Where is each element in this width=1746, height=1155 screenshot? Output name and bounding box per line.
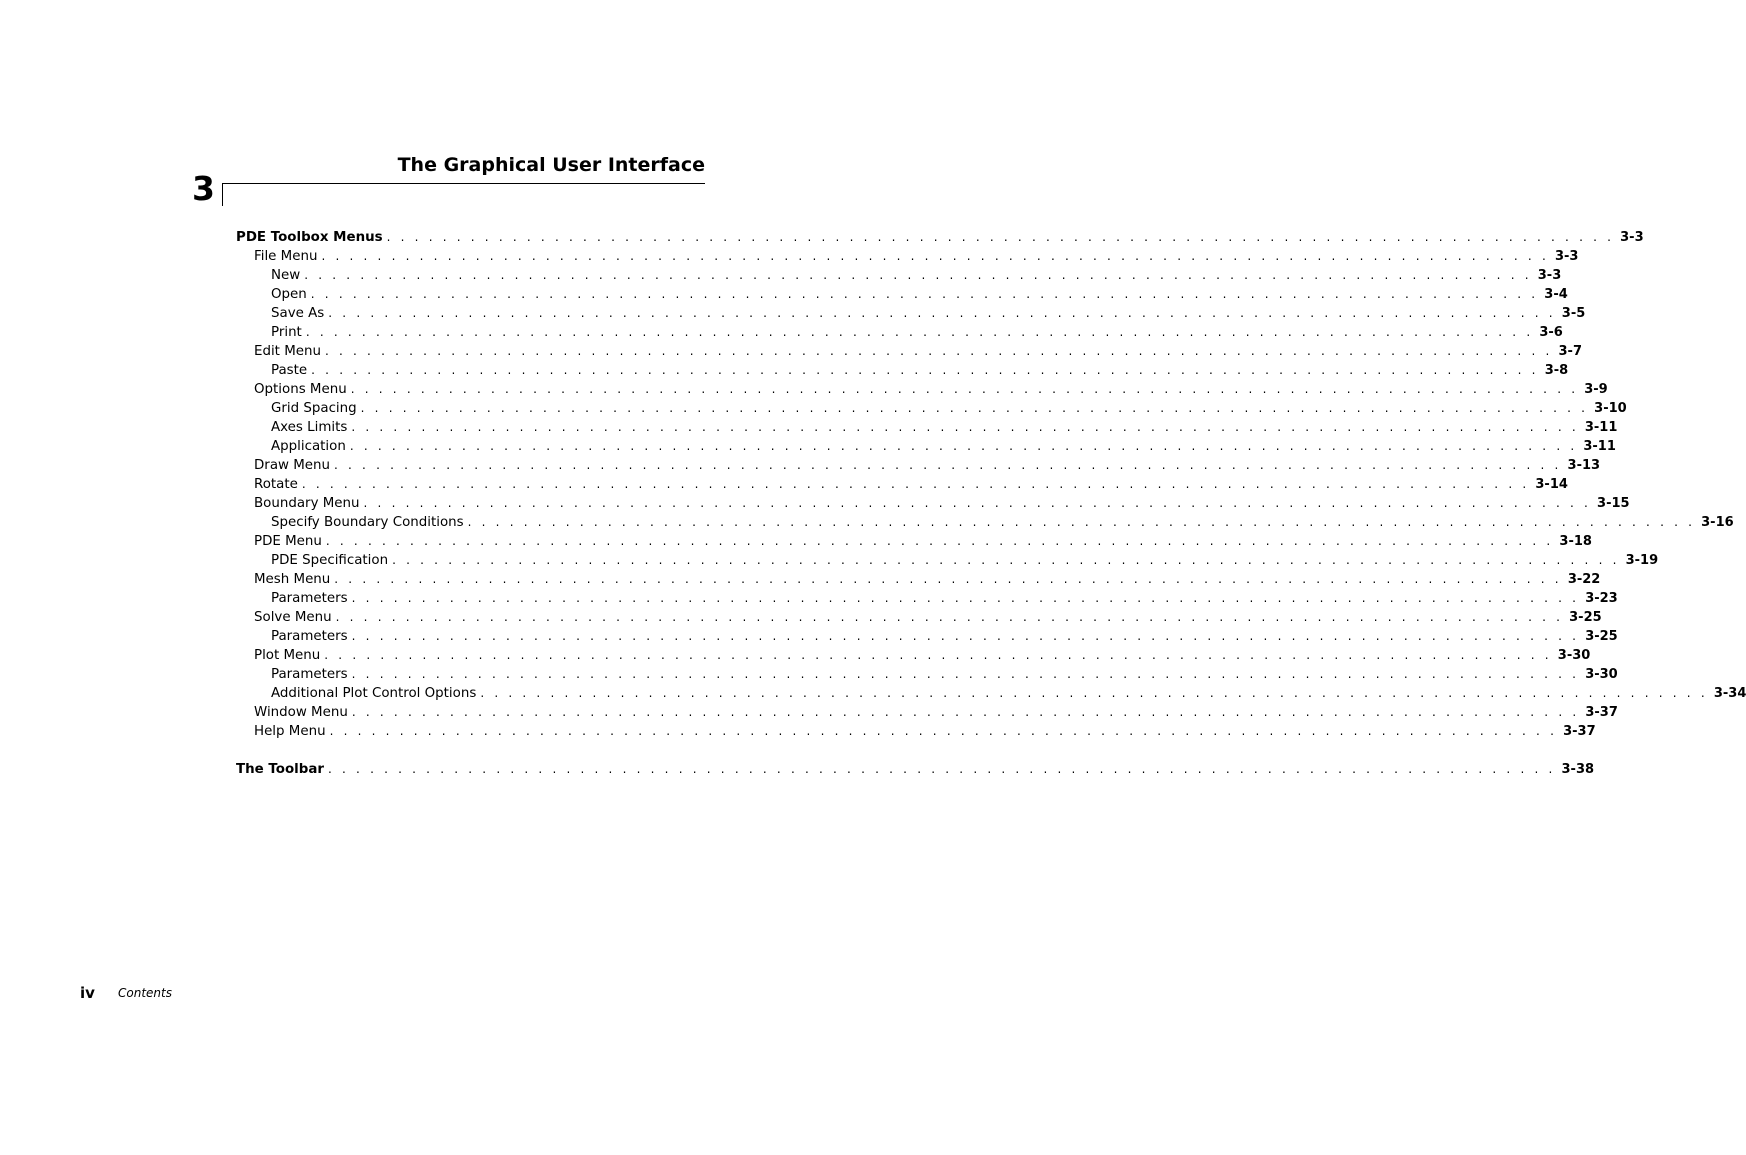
toc-entry-page-number: 3-25 [1569, 610, 1602, 625]
toc-entry-label: Options Menu [254, 380, 351, 399]
toc-entry[interactable] [236, 342, 1582, 361]
toc-entry-page-number: 3-23 [1585, 591, 1618, 606]
toc-entry-page-number: 3-38 [1561, 762, 1595, 777]
footer-page-number: iv [80, 984, 95, 1002]
toc-entry[interactable] [236, 570, 1601, 589]
toc-entry[interactable] [236, 513, 1734, 532]
toc-entry[interactable] [236, 437, 1616, 456]
toc-entry-label: PDE Toolbox Menus [236, 228, 387, 247]
toc-entry-page-number: 3-8 [1544, 363, 1569, 378]
toc-dot-leader: . . . . . . . . . . . . . . . . . . . . . . . . . . . . . . . . . . . . . . . . . . . . . . . . . . . . . . . . . . . . . . . . . . . . . . . . . . . . . . . . . . . . . . . . [310, 287, 1539, 301]
toc-entry-page-number: 3-13 [1567, 458, 1601, 473]
toc-entry[interactable] [236, 418, 1618, 437]
chapter-rule-vertical [222, 183, 223, 206]
toc-entry-label: Specify Boundary Conditions [271, 513, 468, 532]
toc-entry[interactable] [236, 665, 1618, 684]
chapter-number: 3 [192, 169, 215, 208]
toc-dot-leader: . . . . . . . . . . . . . . . . . . . . . . . . . . . . . . . . . . . . . . . . . . . . . . . . . . . . . . . . . . . . . . . . . . . . . . . . . . . . . . . . . . . . . . . . [335, 610, 1564, 624]
toc-entry-label: Additional Plot Control Options [271, 684, 480, 703]
toc-dot-leader: . . . . . . . . . . . . . . . . . . . . . . . . . . . . . . . . . . . . . . . . . . . . . . . . . . . . . . . . . . . . . . . . . . . . . . . . . . . . . . . . . . . . . . . . [480, 686, 1708, 700]
toc-entry-label: Paste [271, 361, 311, 380]
toc-dot-leader: . . . . . . . . . . . . . . . . . . . . . . . . . . . . . . . . . . . . . . . . . . . . . . . . . . . . . . . . . . . . . . . . . . . . . . . . . . . . . . . . . . . . . . . . [305, 325, 1534, 339]
toc-entry-label: New [271, 266, 304, 285]
toc-entry-label: Parameters [271, 589, 352, 608]
toc-entry-label: Rotate [254, 475, 302, 494]
toc-entry[interactable] [236, 646, 1591, 665]
toc-entry-page-number: 3-3 [1537, 268, 1562, 283]
toc-dot-leader: . . . . . . . . . . . . . . . . . . . . . . . . . . . . . . . . . . . . . . . . . . . . . . . . . . . . . . . . . . . . . . . . . . . . . . . . . . . . . . . . . . . . . . . . [304, 268, 1532, 282]
toc-entry[interactable] [236, 589, 1618, 608]
toc-dot-leader: . . . . . . . . . . . . . . . . . . . . . . . . . . . . . . . . . . . . . . . . . . . . . . . . . . . . . . . . . . . . . . . . . . . . . . . . . . . . . . . . . . . . . . . . [327, 762, 1556, 776]
toc-entry-label: Plot Menu [254, 646, 324, 665]
toc-entry-page-number: 3-7 [1558, 344, 1582, 359]
toc-entry[interactable] [236, 722, 1596, 741]
footer-section-label: Contents [118, 986, 172, 1000]
toc-dot-leader: . . . . . . . . . . . . . . . . . . . . . . . . . . . . . . . . . . . . . . . . . . . . . . . . . . . . . . . . . . . . . . . . . . . . . . . . . . . . . . . . . . . . . . . . [334, 458, 1562, 472]
toc-entry-label: Boundary Menu [254, 494, 364, 513]
toc-dot-leader: . . . . . . . . . . . . . . . . . . . . . . . . . . . . . . . . . . . . . . . . . . . . . . . . . . . . . . . . . . . . . . . . . . . . . . . . . . . . . . . . . . . . . . . . [351, 667, 1580, 681]
toc-entry-label: Save As [271, 304, 328, 323]
toc-dot-leader: . . . . . . . . . . . . . . . . . . . . . . . . . . . . . . . . . . . . . . . . . . . . . . . . . . . . . . . . . . . . . . . . . . . . . . . . . . . . . . . . . . . . . . . . [325, 534, 1554, 548]
toc-dot-leader: . . . . . . . . . . . . . . . . . . . . . . . . . . . . . . . . . . . . . . . . . . . . . . . . . . . . . . . . . . . . . . . . . . . . . . . . . . . . . . . . . . . . . . . . [311, 363, 1539, 377]
toc-dot-leader: . . . . . . . . . . . . . . . . . . . . . . . . . . . . . . . . . . . . . . . . . . . . . . . . . . . . . . . . . . . . . . . . . . . . . . . . . . . . . . . . . . . . . . . . [329, 724, 1558, 738]
toc-entry-page-number: 3-30 [1585, 667, 1618, 682]
toc-entry-label: Help Menu [254, 722, 330, 741]
toc-entry-page-number: 3-18 [1559, 534, 1592, 549]
toc-dot-leader: . . . . . . . . . . . . . . . . . . . . . . . . . . . . . . . . . . . . . . . . . . . . . . . . . . . . . . . . . . . . . . . . . . . . . . . . . . . . . . . . . . . . . . . . [360, 401, 1589, 415]
toc-entry-page-number: 3-37 [1563, 724, 1596, 739]
toc-entry[interactable] [236, 551, 1659, 570]
toc-entry[interactable] [236, 760, 1595, 779]
toc-entry-label: PDE Specification [271, 551, 392, 570]
toc-entry[interactable] [236, 627, 1618, 646]
toc-entry-page-number: 3-25 [1585, 629, 1618, 644]
toc-dot-leader: . . . . . . . . . . . . . . . . . . . . . . . . . . . . . . . . . . . . . . . . . . . . . . . . . . . . . . . . . . . . . . . . . . . . . . . . . . . . . . . . . . . . . . . . [324, 344, 1553, 358]
toc-dot-leader: . . . . . . . . . . . . . . . . . . . . . . . . . . . . . . . . . . . . . . . . . . . . . . . . . . . . . . . . . . . . . . . . . . . . . . . . . . . . . . . . . . . . . . . . [324, 648, 1552, 662]
toc-entry-page-number: 3-22 [1567, 572, 1601, 587]
toc-entry[interactable] [236, 532, 1592, 551]
toc-entry[interactable] [236, 399, 1627, 418]
toc-entry-page-number: 3-11 [1584, 420, 1618, 435]
toc-entry-page-number: 3-10 [1594, 401, 1627, 416]
toc-dot-leader: . . . . . . . . . . . . . . . . . . . . . . . . . . . . . . . . . . . . . . . . . . . . . . . . . . . . . . . . . . . . . . . . . . . . . . . . . . . . . . . . . . . . . . . . [328, 306, 1556, 320]
toc-entry[interactable] [236, 380, 1608, 399]
toc-entry[interactable] [236, 475, 1568, 494]
toc-entry[interactable] [236, 456, 1601, 475]
toc-entry-label: Print [271, 323, 306, 342]
toc-entry-label: Parameters [271, 665, 352, 684]
toc-entry[interactable] [236, 228, 1644, 247]
toc-entry-label: Application [271, 437, 350, 456]
toc-entry-page-number: 3-3 [1554, 249, 1579, 264]
chapter-rule-horizontal [222, 183, 705, 184]
toc-entry-label: The Toolbar [236, 760, 328, 779]
toc-entry-page-number: 3-15 [1597, 496, 1630, 511]
toc-entry[interactable] [236, 247, 1579, 266]
toc-entry-label: Window Menu [254, 703, 352, 722]
toc-entry-label: Grid Spacing [271, 399, 361, 418]
toc-entry-label: File Menu [254, 247, 321, 266]
toc-entry-label: Axes Limits [271, 418, 351, 437]
table-of-contents [236, 228, 1746, 779]
toc-entry-page-number: 3-37 [1585, 705, 1618, 720]
toc-entry-page-number: 3-4 [1544, 287, 1568, 302]
toc-entry-page-number: 3-11 [1583, 439, 1616, 454]
toc-dot-leader: . . . . . . . . . . . . . . . . . . . . . . . . . . . . . . . . . . . . . . . . . . . . . . . . . . . . . . . . . . . . . . . . . . . . . . . . . . . . . . . . . . . . . . . . [334, 572, 1562, 586]
toc-entry-label: Open [271, 285, 311, 304]
toc-entry-page-number: 3-3 [1620, 230, 1644, 245]
toc-dot-leader: . . . . . . . . . . . . . . . . . . . . . . . . . . . . . . . . . . . . . . . . . . . . . . . . . . . . . . . . . . . . . . . . . . . . . . . . . . . . . . . . . . . . . . . . [351, 420, 1579, 434]
toc-entry-page-number: 3-14 [1535, 477, 1568, 492]
toc-entry-page-number: 3-9 [1584, 382, 1608, 397]
toc-dot-leader: . . . . . . . . . . . . . . . . . . . . . . . . . . . . . . . . . . . . . . . . . . . . . . . . . . . . . . . . . . . . . . . . . . . . . . . . . . . . . . . . . . . . . . . . [351, 591, 1580, 605]
toc-entry[interactable] [236, 285, 1568, 304]
toc-dot-leader: . . . . . . . . . . . . . . . . . . . . . . . . . . . . . . . . . . . . . . . . . . . . . . . . . . . . . . . . . . . . . . . . . . . . . . . . . . . . . . . . . . . . . . . . [392, 553, 1620, 567]
chapter-title: The Graphical User Interface [397, 154, 705, 176]
toc-entry[interactable] [236, 361, 1569, 380]
toc-entry[interactable] [236, 608, 1602, 627]
toc-entry-label: Mesh Menu [254, 570, 334, 589]
toc-entry-page-number: 3-16 [1701, 515, 1734, 530]
toc-dot-leader: . . . . . . . . . . . . . . . . . . . . . . . . . . . . . . . . . . . . . . . . . . . . . . . . . . . . . . . . . . . . . . . . . . . . . . . . . . . . . . . . . . . . . . . . [351, 629, 1580, 643]
toc-dot-leader: . . . . . . . . . . . . . . . . . . . . . . . . . . . . . . . . . . . . . . . . . . . . . . . . . . . . . . . . . . . . . . . . . . . . . . . . . . . . . . . . . . . . . . . . [386, 230, 1615, 244]
toc-entry-label: Draw Menu [254, 456, 334, 475]
toc-entry-label: Parameters [271, 627, 352, 646]
toc-entry-page-number: 3-19 [1625, 553, 1659, 568]
toc-entry[interactable] [236, 304, 1586, 323]
toc-dot-leader: . . . . . . . . . . . . . . . . . . . . . . . . . . . . . . . . . . . . . . . . . . . . . . . . . . . . . . . . . . . . . . . . . . . . . . . . . . . . . . . . . . . . . . . . [321, 249, 1549, 263]
toc-dot-leader: . . . . . . . . . . . . . . . . . . . . . . . . . . . . . . . . . . . . . . . . . . . . . . . . . . . . . . . . . . . . . . . . . . . . . . . . . . . . . . . . . . . . . . . . [349, 439, 1578, 453]
toc-entry[interactable] [236, 703, 1618, 722]
toc-entry[interactable] [236, 266, 1562, 285]
toc-entry-label: Edit Menu [254, 342, 325, 361]
toc-entry[interactable] [236, 323, 1563, 342]
toc-entry-page-number: 3-5 [1561, 306, 1586, 321]
toc-dot-leader: . . . . . . . . . . . . . . . . . . . . . . . . . . . . . . . . . . . . . . . . . . . . . . . . . . . . . . . . . . . . . . . . . . . . . . . . . . . . . . . . . . . . . . . . [301, 477, 1530, 491]
toc-entry[interactable] [236, 684, 1746, 703]
toc-entry[interactable] [236, 494, 1630, 513]
toc-entry-page-number: 3-34 [1713, 686, 1746, 701]
toc-dot-leader: . . . . . . . . . . . . . . . . . . . . . . . . . . . . . . . . . . . . . . . . . . . . . . . . . . . . . . . . . . . . . . . . . . . . . . . . . . . . . . . . . . . . . . . . [350, 382, 1579, 396]
toc-entry-page-number: 3-30 [1557, 648, 1591, 663]
toc-dot-leader: . . . . . . . . . . . . . . . . . . . . . . . . . . . . . . . . . . . . . . . . . . . . . . . . . . . . . . . . . . . . . . . . . . . . . . . . . . . . . . . . . . . . . . . . [363, 496, 1592, 510]
toc-dot-leader: . . . . . . . . . . . . . . . . . . . . . . . . . . . . . . . . . . . . . . . . . . . . . . . . . . . . . . . . . . . . . . . . . . . . . . . . . . . . . . . . . . . . . . . . [351, 705, 1580, 719]
toc-dot-leader: . . . . . . . . . . . . . . . . . . . . . . . . . . . . . . . . . . . . . . . . . . . . . . . . . . . . . . . . . . . . . . . . . . . . . . . . . . . . . . . . . . . . . . . . [467, 515, 1696, 529]
toc-entry-label: Solve Menu [254, 608, 336, 627]
toc-entry-label: PDE Menu [254, 532, 326, 551]
toc-entry-page-number: 3-6 [1539, 325, 1563, 340]
